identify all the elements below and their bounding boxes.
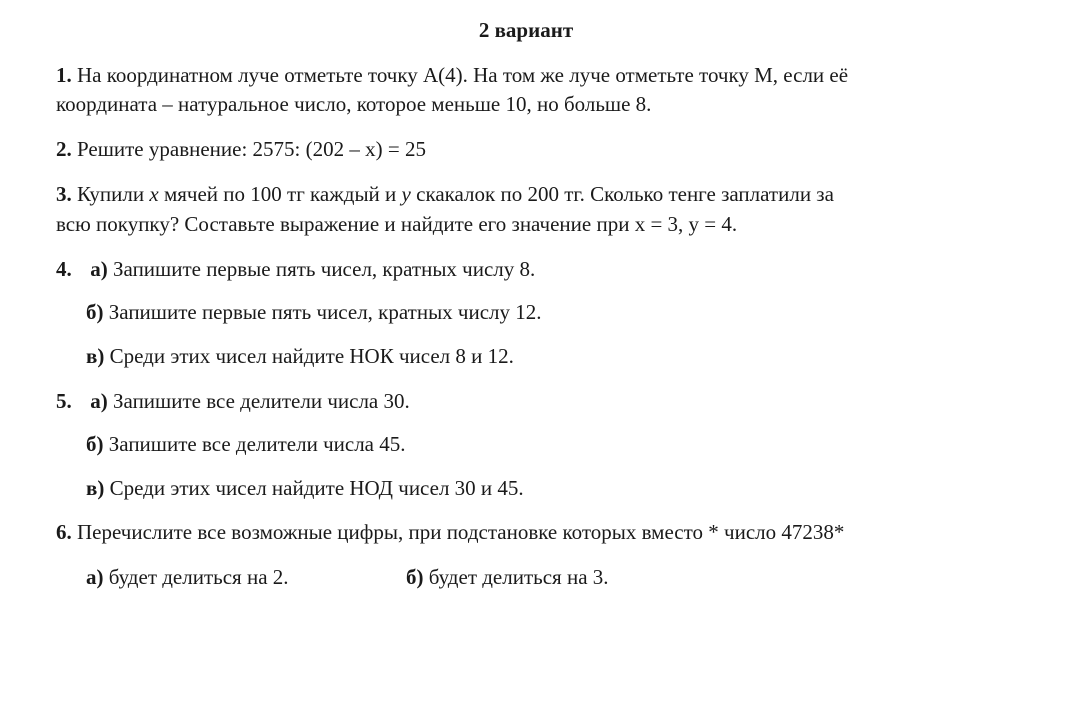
- question-5a-text: Запишите все делители числа 30.: [113, 389, 410, 413]
- question-5c: [86, 473, 524, 503]
- question-5a: [56, 386, 410, 416]
- question-3-line-1: [56, 179, 834, 209]
- question-5b-label: б): [86, 432, 104, 456]
- question-4-number: 4.: [56, 257, 72, 281]
- question-2: [56, 134, 426, 164]
- question-6b-text: будет делиться на 3.: [428, 565, 609, 589]
- question-4a: [56, 254, 535, 284]
- question-6b: [406, 562, 609, 592]
- question-4c-text: Среди этих чисел найдите НОК чисел 8 и 12.: [109, 344, 514, 368]
- question-6a-text: будет делиться на 2.: [108, 565, 289, 589]
- question-4c-label: в): [86, 344, 105, 368]
- question-1-text: На координатном луче отметьте точку А(4). На том же луче отметьте точку М, если её: [77, 63, 849, 87]
- question-2-number: 2.: [56, 137, 72, 161]
- question-5c-text: Среди этих чисел найдите НОД чисел 30 и 45.: [109, 476, 524, 500]
- question-3-text-part-2: мячей по 100 тг каждый и: [163, 182, 397, 206]
- question-3-line-2: всю покупку? Составьте выражение и найдите его значение при х = 3, у = 4.: [56, 212, 738, 236]
- question-4b-text: Запишите первые пять чисел, кратных числу 12.: [108, 300, 542, 324]
- question-6-number: 6.: [56, 520, 72, 544]
- question-4b-label: б): [86, 300, 104, 324]
- question-5b: [86, 429, 406, 459]
- question-6-text: Перечислите все возможные цифры, при подстановке которых вместо * число 47238*: [77, 520, 845, 544]
- question-5b-text: Запишите все делители числа 45.: [108, 432, 406, 456]
- question-5a-label: а): [90, 389, 108, 413]
- variable-y: y: [401, 182, 411, 206]
- question-1-number: 1.: [56, 63, 72, 87]
- question-1-line-1: [56, 60, 848, 90]
- question-2-text: Решите уравнение: 2575: (202 – х) = 25: [77, 137, 426, 161]
- page-title: 2 вариант: [478, 18, 574, 42]
- question-5c-label: в): [86, 476, 105, 500]
- question-6b-label: б): [406, 565, 424, 589]
- question-3-number: 3.: [56, 182, 72, 206]
- question-4b: [86, 297, 542, 327]
- question-4a-label: а): [90, 257, 108, 281]
- question-6a-label: а): [86, 565, 104, 589]
- question-4c: [86, 341, 514, 371]
- question-1-line-2: координата – натуральное число, которое меньше 10, но больше 8.: [56, 92, 652, 116]
- question-3-text-part-1: Купили: [77, 182, 145, 206]
- question-6a: [86, 562, 289, 592]
- question-5-number: 5.: [56, 389, 72, 413]
- question-3-text-part-3: скакалок по 200 тг. Сколько тенге заплатили за: [416, 182, 834, 206]
- variable-x: x: [149, 182, 159, 206]
- question-4a-text: Запишите первые пять чисел, кратных числу 8.: [113, 257, 536, 281]
- question-6: [56, 517, 844, 547]
